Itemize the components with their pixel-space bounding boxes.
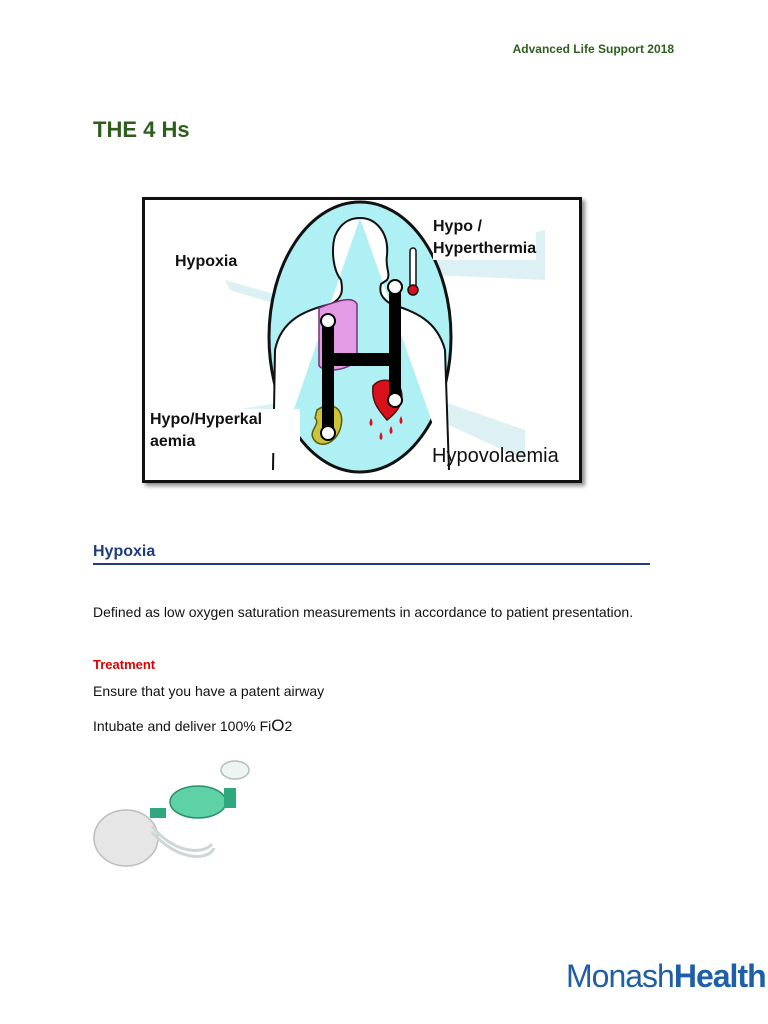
fio2-2: 2	[284, 718, 293, 734]
label-hypoxia: Hypoxia	[175, 251, 237, 273]
thermometer-icon	[410, 248, 416, 288]
hypoxia-definition: Defined as low oxygen saturation measurements in accordance to patient presentation.	[93, 604, 634, 620]
intubate-text: Intubate and deliver 100% Fi	[93, 718, 272, 734]
treatment-step-airway: Ensure that you have a patent airway	[93, 683, 325, 699]
thermometer-bulb	[408, 285, 418, 295]
section-title-hypoxia: Hypoxia	[93, 543, 650, 565]
label-hypo-thermia-line1: Hypo /	[433, 218, 482, 235]
label-hypo-thermia	[433, 216, 536, 260]
label-hypo-thermia-line2: Hyperthermia	[433, 240, 537, 257]
h-right-bar	[389, 284, 401, 400]
bag-valve-mask-image	[92, 756, 252, 871]
h-node	[321, 426, 335, 440]
h-left-bar	[322, 318, 334, 434]
fio2-o: O	[271, 716, 285, 735]
face-mask	[221, 761, 249, 779]
h-node	[321, 314, 335, 328]
label-hypo-kalaemia-line2: aemia	[150, 433, 196, 450]
patient-valve	[224, 788, 236, 808]
monash-health-logo	[566, 958, 766, 995]
h-cross-bar	[328, 353, 395, 366]
h-node	[388, 393, 402, 407]
label-hypovolaemia: Hypovolaemia	[432, 445, 559, 467]
reservoir-bag	[94, 810, 158, 866]
four-hs-diagram	[142, 197, 582, 483]
logo-health: Health	[673, 958, 766, 994]
label-hypo-kalaemia-line1: Hypo/Hyperkal	[150, 411, 263, 428]
label-hypo-kalaemia	[150, 409, 300, 453]
ventilation-bag	[170, 786, 226, 818]
header-note: Advanced Life Support 2018	[512, 42, 674, 56]
page-title: THE 4 Hs	[93, 117, 190, 142]
logo-monash: Monash	[566, 958, 674, 994]
oxygen-tubing	[152, 826, 212, 850]
treatment-label: Treatment	[93, 657, 156, 672]
treatment-step-intubate	[93, 716, 292, 736]
valve-connector	[150, 808, 166, 818]
h-node	[388, 280, 402, 294]
